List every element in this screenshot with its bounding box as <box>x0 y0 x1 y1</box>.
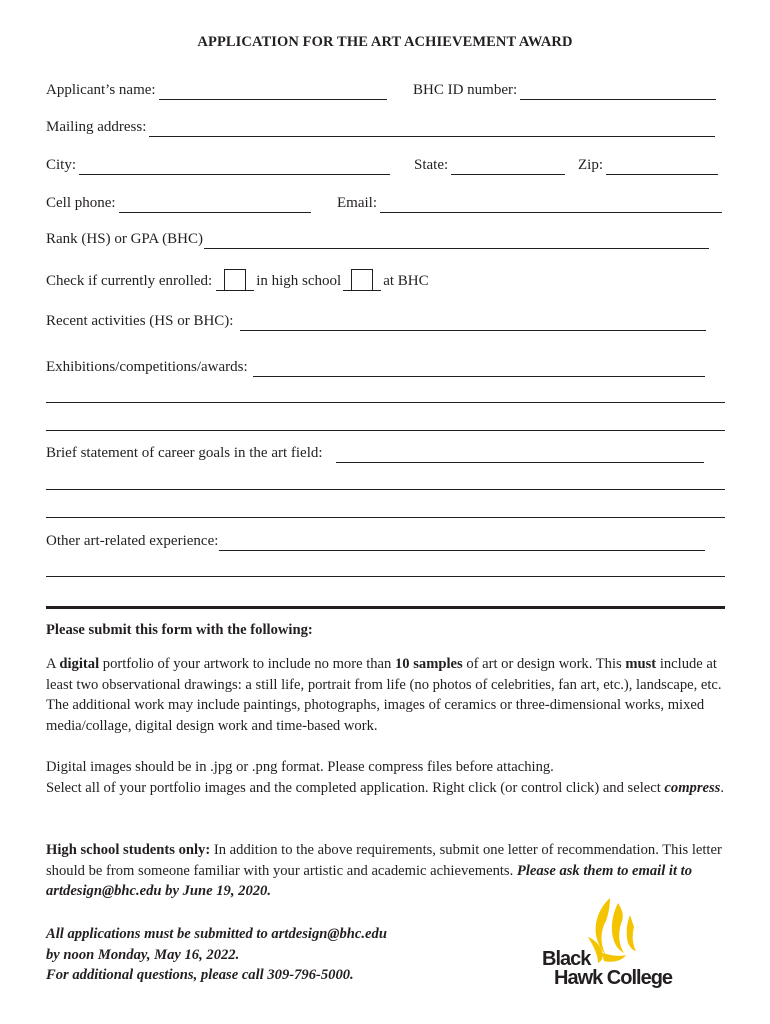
high-school-text: In addition to the above requirements, submit one letter of recommendation. This letter should be from someone familiar with your artistic and academic achievements. <box>46 842 722 879</box>
logo-line-2: Hawk College <box>554 967 673 989</box>
email-field[interactable] <box>380 198 722 213</box>
at-bhc-option <box>341 273 428 291</box>
bhc-id-label: BHC ID number: <box>413 82 518 98</box>
submission-line-3: For additional questions, please call 309-796-5000. <box>46 967 354 984</box>
bhc-id-row <box>413 80 716 100</box>
check-enrolled-label: Check if currently enrolled: <box>46 273 213 289</box>
file-format-text-3: . <box>720 779 725 796</box>
recommendation-email-emphasis: Please ask them to email it to artdesign@bhc.edu by June 19, 2020. <box>46 862 693 900</box>
city-row <box>46 155 390 175</box>
portfolio-text-3: of art or design work. This <box>462 656 626 672</box>
other-experience-field[interactable] <box>219 536 705 551</box>
rank-gpa-field[interactable] <box>204 234 709 249</box>
career-goals-label: Brief statement of career goals in the art field: <box>46 445 323 461</box>
city-field[interactable] <box>79 160 390 175</box>
portfolio-digital-emphasis: digital <box>59 656 100 672</box>
black-hawk-college-logo <box>540 895 680 995</box>
at-bhc-checkbox[interactable] <box>351 269 373 291</box>
exhibitions-field[interactable] <box>253 362 705 377</box>
career-goals-row <box>46 443 704 463</box>
section-divider <box>46 606 725 609</box>
career-goals-field[interactable] <box>336 448 704 463</box>
recent-activities-row <box>46 311 706 331</box>
career-goals-line-2[interactable] <box>46 489 725 490</box>
portfolio-samples-emphasis: 10 samples <box>394 656 463 672</box>
recent-activities-field[interactable] <box>240 316 706 331</box>
high-school-option <box>212 273 341 291</box>
file-format-text-1: Digital images should be in .jpg or .png format. Please compress files before attaching. <box>46 759 554 775</box>
compress-emphasis: compress <box>664 779 721 796</box>
exhibitions-row <box>46 357 705 377</box>
rank-gpa-row <box>46 229 709 249</box>
exhibitions-label: Exhibitions/competitions/awards: <box>46 359 248 375</box>
applicant-name-field[interactable] <box>159 85 387 100</box>
at-bhc-blank <box>343 276 381 291</box>
portfolio-text-1: A <box>46 656 60 672</box>
file-format-text-2: Select all of your portfolio images and the completed application. Right click (or control click) and select <box>46 779 665 796</box>
cell-phone-label: Cell phone: <box>46 195 116 211</box>
cell-phone-row <box>46 193 311 213</box>
state-row <box>414 155 565 175</box>
cell-phone-field[interactable] <box>119 198 311 213</box>
high-school-blank <box>216 276 254 291</box>
file-format-paragraph <box>46 757 736 798</box>
instructions-heading-text: Please submit this form with the following: <box>46 622 313 638</box>
applicant-name-row <box>46 80 387 100</box>
portfolio-must-emphasis: must <box>625 656 657 672</box>
submission-line-1: All applications must be submitted to artdesign@bhc.edu <box>46 926 387 942</box>
applicant-name-label: Applicant’s name: <box>46 82 156 98</box>
high-school-paragraph <box>46 840 736 902</box>
portfolio-paragraph <box>46 654 736 736</box>
other-experience-line-2[interactable] <box>46 576 725 577</box>
instructions-heading <box>46 620 736 641</box>
portfolio-text-4: include at least two observational drawings: a still life, portrait from life (no photos of celebrities, fan art, etc.), landscape, etc. The additional work may include paintings, photographs, images of ceramics or three-dimensional works, mixed media/collage, digital design work and time-based work. <box>46 656 722 734</box>
mailing-address-field[interactable] <box>149 122 715 137</box>
recent-activities-label: Recent activities (HS or BHC): <box>46 313 234 329</box>
portfolio-text-2: portfolio of your artwork to include no more than <box>99 656 395 672</box>
state-label: State: <box>414 157 449 173</box>
zip-label: Zip: <box>578 157 603 173</box>
exhibitions-line-3[interactable] <box>46 430 725 431</box>
city-label: City: <box>46 157 77 173</box>
career-goals-line-3[interactable] <box>46 517 725 518</box>
mailing-address-label: Mailing address: <box>46 119 147 135</box>
high-school-only-emphasis: High school students only: <box>46 842 211 858</box>
at-bhc-label: at BHC <box>383 273 429 289</box>
rank-gpa-label: Rank (HS) or GPA (BHC) <box>46 231 203 247</box>
form-title: APPLICATION FOR THE ART ACHIEVEMENT AWARD <box>197 34 573 50</box>
zip-field[interactable] <box>606 160 718 175</box>
exhibitions-line-2[interactable] <box>46 402 725 403</box>
submission-line-2: by noon Monday, May 16, 2022. <box>46 946 240 963</box>
bhc-id-field[interactable] <box>520 85 716 100</box>
email-label: Email: <box>337 195 377 211</box>
in-high-school-label: in high school <box>256 273 342 289</box>
enrollment-row <box>46 265 429 291</box>
state-field[interactable] <box>451 160 565 175</box>
other-experience-row <box>46 531 705 551</box>
email-row <box>337 193 722 213</box>
mailing-address-row <box>46 117 715 137</box>
zip-row <box>578 155 718 175</box>
other-experience-label: Other art-related experience: <box>46 533 219 549</box>
high-school-checkbox[interactable] <box>224 269 246 291</box>
logo-line-1: Black <box>542 948 591 970</box>
